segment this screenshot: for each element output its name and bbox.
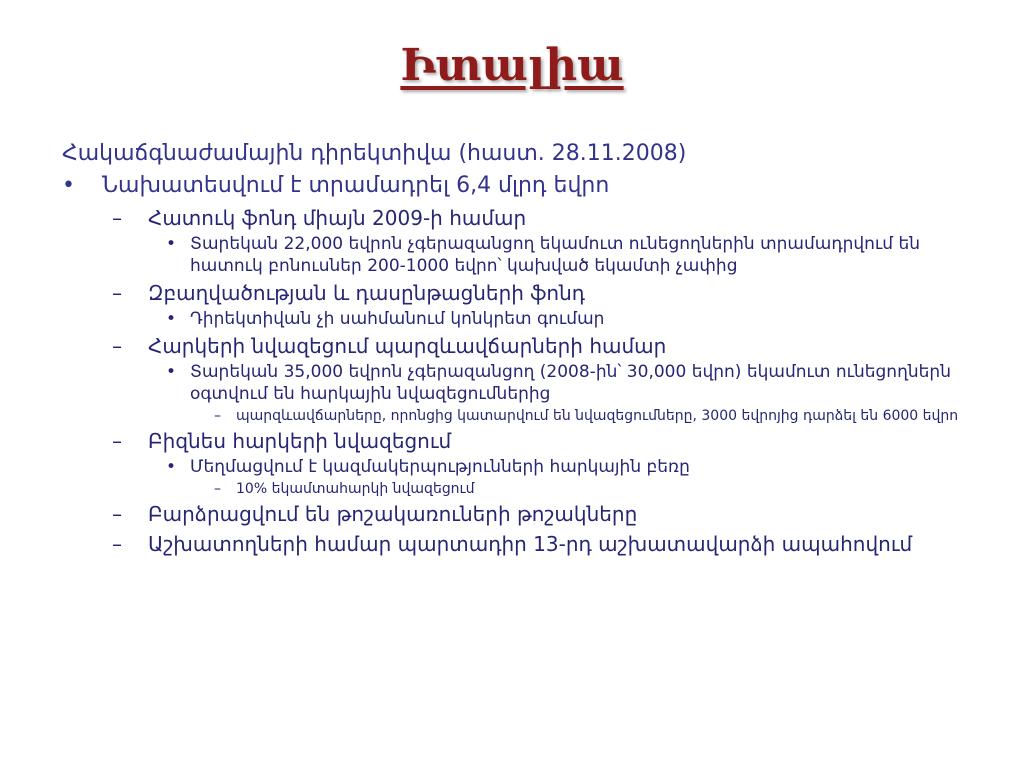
list-item-level3	[62, 361, 962, 405]
list-item-level2	[62, 332, 962, 360]
bullet-marker: •	[166, 362, 177, 382]
bullet-marker: •	[62, 173, 75, 198]
list-item-level1	[62, 170, 962, 202]
item-text: Բիզնես հարկերի նվազեցում	[148, 429, 452, 453]
dash-marker: –	[112, 334, 122, 358]
dash-marker: –	[112, 281, 122, 305]
list-item-level0	[62, 138, 962, 170]
item-text: պարզևավճարները, որոնցից կատարվում են նվազեցումները, 3000 եվրոյից դարձել են 6000 եվրո	[236, 408, 959, 424]
item-text: Հակաճգնաժամային դիրեկտիվա (հաստ. 28.11.2008)	[62, 141, 687, 166]
bullet-marker: •	[166, 234, 177, 254]
list-item-level4	[62, 407, 962, 425]
dash-marker: –	[112, 206, 122, 230]
item-text: Տարեկան 22,000 եվրոն չգերազանցող եկամուտ ունեցողներին տրամադրվում են հատուկ բոնուսներ 200-1000 եվրո՝ կախված եկամտի չափից	[190, 234, 921, 276]
item-text: Մեղմացվում է կազմակերպությունների հարկային բեռը	[190, 457, 690, 477]
dash-marker: –	[112, 429, 122, 453]
list-item-level4	[62, 480, 962, 498]
item-text: Զբաղվածության և դասընթացների ֆոնդ	[148, 281, 586, 305]
list-item-level2	[62, 204, 962, 232]
item-text: Նախատեսվում է տրամադրել 6,4 մլրդ եվրո	[102, 173, 610, 198]
dash-marker: –	[214, 408, 221, 424]
dash-marker: –	[112, 502, 122, 526]
list-item-level3	[62, 456, 962, 478]
list-item-level2	[62, 279, 962, 307]
dash-marker: –	[112, 532, 122, 556]
item-text: Տարեկան 35,000 եվրոն չգերազանցող (2008-ին՝ 30,000 եվրո) եկամուտ ունեցողներն օգտվում են հարկային նվազեցումներից	[190, 362, 951, 404]
list-item-level2	[62, 427, 962, 455]
slide-content	[62, 138, 962, 558]
list-item-level3	[62, 308, 962, 330]
item-text: Հարկերի նվազեցում պարզևավճարների համար	[148, 334, 667, 358]
item-text: Դիրեկտիվան չի սահմանում կոնկրետ գումար	[190, 309, 605, 329]
item-text: Հատուկ ֆոնդ միայն 2009-ի համար	[148, 206, 527, 230]
list-item-level2	[62, 530, 962, 558]
item-text: Աշխատողների համար պարտադիր 13-րդ աշխատավարձի ապահովում	[148, 532, 913, 556]
bullet-marker: •	[166, 457, 177, 477]
dash-marker: –	[214, 481, 221, 497]
list-item-level2	[62, 500, 962, 528]
bullet-marker: •	[166, 309, 177, 329]
list-item-level3	[62, 233, 962, 277]
item-text: 10% եկամտահարկի նվազեցում	[236, 481, 475, 497]
item-text: Բարձրացվում են թոշակառուների թոշակները	[148, 502, 638, 526]
slide-title: Իտալիա	[400, 40, 624, 91]
